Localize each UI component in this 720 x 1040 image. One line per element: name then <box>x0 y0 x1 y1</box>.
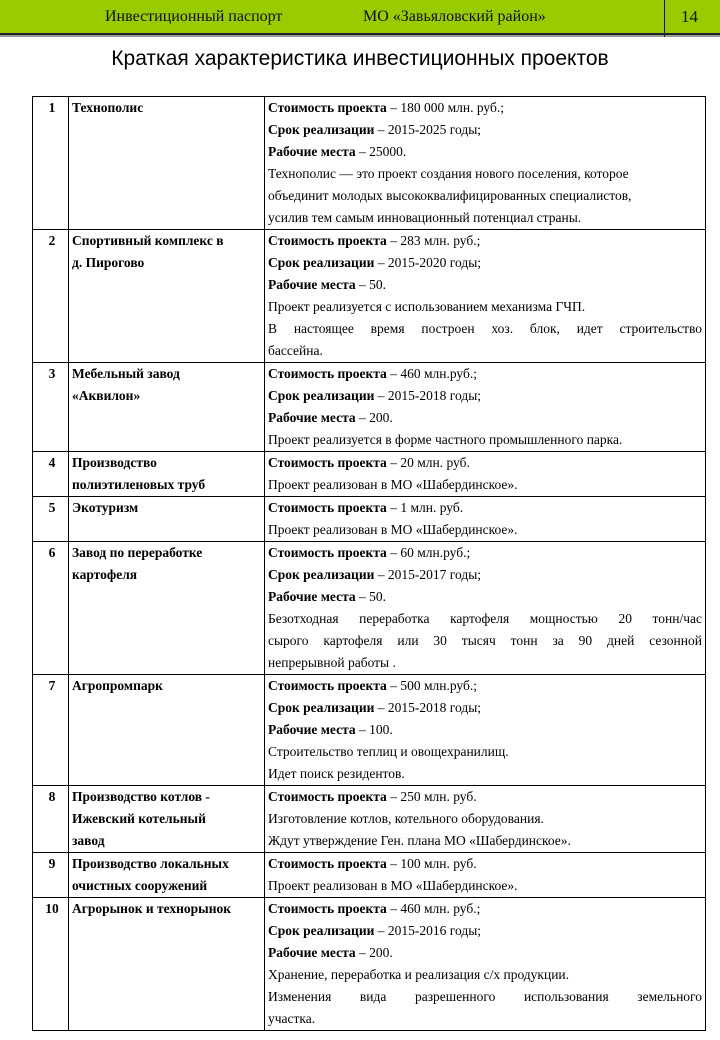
project-name-line: полиэтиленовых труб <box>72 477 206 492</box>
cost-label: Стоимость проекта <box>268 100 387 115</box>
project-cost-line <box>268 497 705 519</box>
project-note-line: сырого картофеля или 30 тысяч тонн за 90 дней сезонной <box>268 633 702 648</box>
project-name <box>69 898 265 1031</box>
project-cost-value: – 100 млн. руб. <box>386 856 477 871</box>
project-name <box>69 542 265 675</box>
project-name <box>69 363 265 452</box>
project-period-value: – 2015-2017 годы; <box>374 567 482 582</box>
project-details <box>265 786 706 853</box>
period-label: Срок реализации <box>268 700 375 715</box>
header-page-separator <box>664 0 665 37</box>
header-divider-shadow <box>0 35 720 37</box>
project-details <box>265 853 706 898</box>
project-row <box>33 542 706 675</box>
project-row <box>33 853 706 898</box>
project-period-value: – 2015-2020 годы; <box>374 255 482 270</box>
project-note-line: Проект реализован в МО «Шабердинское». <box>268 522 518 537</box>
project-name <box>69 853 265 898</box>
project-cost-line <box>268 542 705 564</box>
project-note-line: Безотходная переработка картофеля мощностью 20 тонн/час <box>268 611 702 626</box>
cost-label: Стоимость проекта <box>268 901 387 916</box>
project-row <box>33 497 706 542</box>
jobs-label: Рабочие места <box>268 589 356 604</box>
project-period-line <box>268 920 705 942</box>
header-region: МО «Завьяловский район» <box>363 8 546 25</box>
project-note-line: Изготовление котлов, котельного оборудования. <box>268 811 544 826</box>
project-note-line: Хранение, переработка и реализация с/х продукции. <box>268 967 570 982</box>
project-cost-line <box>268 786 705 808</box>
project-details <box>265 230 706 363</box>
project-cost-value: – 60 млн.руб.; <box>386 545 471 560</box>
cost-label: Стоимость проекта <box>268 678 387 693</box>
header-doc-title: Инвестиционный паспорт <box>105 8 283 25</box>
project-note-line: участка. <box>268 1011 316 1026</box>
project-row <box>33 898 706 1031</box>
project-details <box>265 542 706 675</box>
project-period-line <box>268 697 705 719</box>
project-name <box>69 97 265 230</box>
period-label: Срок реализации <box>268 388 375 403</box>
project-cost-value: – 460 млн. руб.; <box>386 901 481 916</box>
project-row <box>33 97 706 230</box>
project-name-line: Производство <box>72 455 157 470</box>
project-cost-value: – 500 млн.руб.; <box>386 678 477 693</box>
project-jobs-line <box>268 141 705 163</box>
jobs-label: Рабочие места <box>268 722 356 737</box>
project-cost-line <box>268 363 705 385</box>
project-name-line: картофеля <box>72 567 138 582</box>
project-note-line: Технополис — это проект создания нового поселения, которое <box>268 166 629 181</box>
cost-label: Стоимость проекта <box>268 366 387 381</box>
project-note-line: объединит молодых высококвалифицированных специалистов, <box>268 188 632 203</box>
project-row <box>33 230 706 363</box>
project-name-line: Завод по переработке <box>72 545 203 560</box>
project-name <box>69 230 265 363</box>
project-period-value: – 2015-2018 годы; <box>374 388 482 403</box>
project-jobs-line <box>268 586 705 608</box>
project-name <box>69 786 265 853</box>
project-period-value: – 2015-2016 годы; <box>374 923 482 938</box>
project-details <box>265 898 706 1031</box>
project-note-line: Идет поиск резидентов. <box>268 766 405 781</box>
project-name-line: Агрорынок и технорынок <box>72 901 232 916</box>
project-name <box>69 452 265 497</box>
project-jobs-value: – 200. <box>355 945 393 960</box>
project-cost-line <box>268 97 705 119</box>
page-title: Краткая характеристика инвестиционных проектов <box>111 47 609 70</box>
project-name-line: Производство котлов - <box>72 789 210 804</box>
jobs-label: Рабочие места <box>268 144 356 159</box>
project-row <box>33 452 706 497</box>
project-details <box>265 497 706 542</box>
project-jobs-value: – 100. <box>355 722 393 737</box>
project-details <box>265 97 706 230</box>
project-jobs-value: – 25000. <box>355 144 407 159</box>
project-cost-line <box>268 898 705 920</box>
project-cost-value: – 1 млн. руб. <box>386 500 464 515</box>
project-name-line: Спортивный комплекс в <box>72 233 224 248</box>
jobs-label: Рабочие места <box>268 277 356 292</box>
project-cost-line <box>268 853 705 875</box>
jobs-label: Рабочие места <box>268 410 356 425</box>
project-cost-value: – 250 млн. руб. <box>386 789 477 804</box>
project-jobs-value: – 50. <box>355 589 386 604</box>
project-period-line <box>268 385 705 407</box>
project-cost-value: – 283 млн. руб.; <box>386 233 481 248</box>
project-jobs-value: – 200. <box>355 410 393 425</box>
project-period-line <box>268 564 705 586</box>
project-number: 1 <box>33 97 69 230</box>
project-name-line: Технополис <box>72 100 144 115</box>
period-label: Срок реализации <box>268 255 375 270</box>
project-number: 6 <box>33 542 69 675</box>
project-name <box>69 497 265 542</box>
project-note-line: Проект реализован в МО «Шабердинское». <box>268 878 518 893</box>
project-note-line: Проект реализован в МО «Шабердинское». <box>268 477 518 492</box>
project-details <box>265 452 706 497</box>
project-name-line: Производство локальных <box>72 856 229 871</box>
project-name-line: Агропромпарк <box>72 678 163 693</box>
project-note-line: Проект реализуется с использованием механизма ГЧП. <box>268 299 586 314</box>
project-period-line <box>268 252 705 274</box>
project-jobs-value: – 50. <box>355 277 386 292</box>
project-number: 5 <box>33 497 69 542</box>
project-name-line: Экотуризм <box>72 500 139 515</box>
cost-label: Стоимость проекта <box>268 545 387 560</box>
project-number: 10 <box>33 898 69 1031</box>
project-cost-value: – 180 000 млн. руб.; <box>386 100 504 115</box>
project-note-line: бассейна. <box>268 343 323 358</box>
project-number: 9 <box>33 853 69 898</box>
jobs-label: Рабочие места <box>268 945 356 960</box>
project-note-line: Проект реализуется в форме частного промышленного парка. <box>268 432 623 447</box>
project-name-line: Мебельный завод <box>72 366 180 381</box>
project-details <box>265 675 706 786</box>
project-number: 4 <box>33 452 69 497</box>
cost-label: Стоимость проекта <box>268 233 387 248</box>
period-label: Срок реализации <box>268 122 375 137</box>
project-name <box>69 675 265 786</box>
cost-label: Стоимость проекта <box>268 455 387 470</box>
project-period-line <box>268 119 705 141</box>
project-number: 7 <box>33 675 69 786</box>
project-name-line: д. Пирогово <box>72 255 145 270</box>
cost-label: Стоимость проекта <box>268 789 387 804</box>
project-row <box>33 363 706 452</box>
project-note-line: Строительство теплиц и овощехранилищ. <box>268 744 509 759</box>
project-note-line: Ждут утверждение Ген. плана МО «Шабердинское». <box>268 833 571 848</box>
project-note-line: непрерывной работы . <box>268 655 396 670</box>
project-note-line: В настоящее время построен хоз. блок, идет строительство <box>268 321 702 336</box>
project-jobs-line <box>268 719 705 741</box>
project-cost-line <box>268 452 705 474</box>
project-name-line: завод <box>72 833 105 848</box>
project-period-value: – 2015-2025 годы; <box>374 122 482 137</box>
project-row <box>33 786 706 853</box>
project-name-line: Ижевский котельный <box>72 811 206 826</box>
project-note-line: Изменения вида разрешенного использования земельного <box>268 989 702 1004</box>
project-cost-line <box>268 675 705 697</box>
project-name-line: очистных сооружений <box>72 878 208 893</box>
project-cost-value: – 460 млн.руб.; <box>386 366 477 381</box>
project-name-line: «Аквилон» <box>72 388 141 403</box>
cost-label: Стоимость проекта <box>268 856 387 871</box>
projects-table <box>32 96 706 1031</box>
period-label: Срок реализации <box>268 567 375 582</box>
project-cost-line <box>268 230 705 252</box>
cost-label: Стоимость проекта <box>268 500 387 515</box>
page-number: 14 <box>681 7 698 26</box>
project-details <box>265 363 706 452</box>
project-jobs-line <box>268 274 705 296</box>
project-note-line: усилив тем самым инновационный потенциал страны. <box>268 210 582 225</box>
projects-table-body <box>33 97 706 1031</box>
project-jobs-line <box>268 407 705 429</box>
project-cost-value: – 20 млн. руб. <box>386 455 470 470</box>
project-number: 2 <box>33 230 69 363</box>
period-label: Срок реализации <box>268 923 375 938</box>
project-jobs-line <box>268 942 705 964</box>
project-period-value: – 2015-2018 годы; <box>374 700 482 715</box>
project-number: 8 <box>33 786 69 853</box>
project-row <box>33 675 706 786</box>
project-number: 3 <box>33 363 69 452</box>
